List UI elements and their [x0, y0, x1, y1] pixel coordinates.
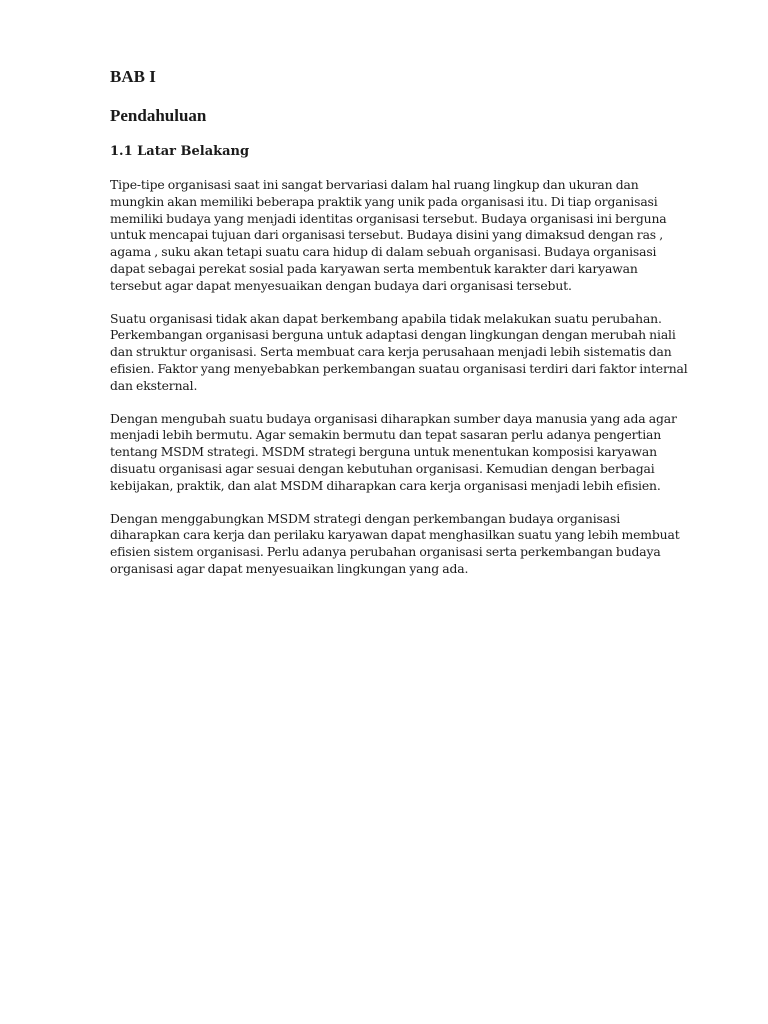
paragraph-4: Dengan menggabungkan MSDM strategi dengan perkembangan budaya organisasi diharapkan cara kerja dan perilaku karyawan dapat menghasilkan suatu yang lebih membuat efisien sistem organisasi. Perlu adanya perubahan organisasi serta perkembangan budaya organisasi agar dapat menyesuaikan lingkungan yang ada.	[110, 510, 680, 576]
paragraph-3: Dengan mengubah suatu budaya organisasi diharapkan sumber daya manusia yang ada agar menjadi lebih bermutu. Agar semakin bermutu dan tepat sasaran perlu adanya pengertian tentang MSDM strategi. MSDM strategi berguna untuk menentukan komposisi karyawan disuatu organisasi agar sesuai dengan kebutuhan organisasi. Kemudian dengan berbagai kebijakan, praktik, dan alat MSDM diharapkan cara kerja organisasi menjadi lebih efisien.	[110, 410, 677, 493]
paragraph-2: Suatu organisasi tidak akan dapat berkembang apabila tidak melakukan suatu perubahan. Perkembangan organisasi berguna untuk adaptasi dengan lingkungan dengan merubah niali dan struktur organisasi. Serta membuat cara kerja perusahaan menjadi lebih sistematis dan efisien. Faktor yang menyebabkan perkembangan suatau organisasi terdiri dari faktor internal dan eksternal.	[110, 310, 688, 393]
paragraph-1: Tipe-tipe organisasi saat ini sangat bervariasi dalam hal ruang lingkup dan ukuran dan mungkin akan memiliki beberapa praktik yang unik pada organisasi itu. Di tiap organisasi memiliki budaya yang menjadi identitas organisasi tersebut. Budaya organisasi ini berguna untuk mencapai tujuan dari organisasi tersebut. Budaya disini yang dimaksud dengan ras , agama , suku akan tetapi suatu cara hidup di dalam sebuah organisasi. Budaya organisasi dapat sebagai perekat sosial pada karyawan serta membentuk karakter dari karyawan tersebut agar dapat menyesuaikan dengan budaya dari organisasi tersebut.	[110, 177, 667, 293]
chapter-heading: BAB I	[110, 67, 156, 86]
subsection-heading: 1.1 Latar Belakang	[110, 144, 250, 159]
document-body	[110, 66, 690, 578]
section-heading: Pendahuluan	[110, 106, 207, 125]
